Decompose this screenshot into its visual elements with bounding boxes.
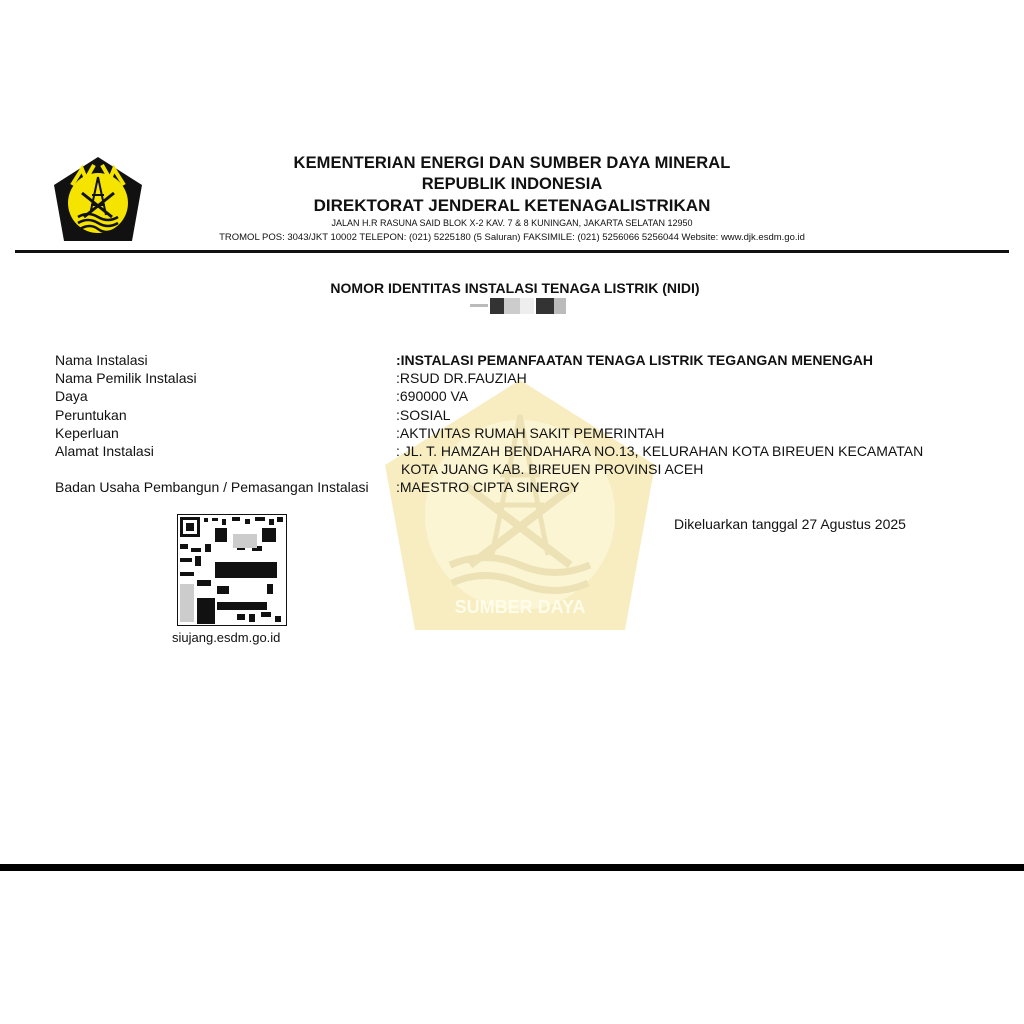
issued-date: Dikeluarkan tanggal 27 Agustus 2025: [674, 516, 906, 532]
contact-line: TROMOL POS: 3043/JKT 10002 TELEPON: (021) 5225180 (5 Saluran) FAKSIMILE: (021) 5256066 5256044 Website: www.djk.esdm.go.id: [219, 232, 805, 243]
directorate-name: DIREKTORAT JENDERAL KETENAGALISTRIKAN: [313, 196, 711, 215]
field-label-alamat: Alamat Instalasi: [55, 443, 154, 459]
field-value-keperluan: :AKTIVITAS RUMAH SAKIT PEMERINTAH: [396, 425, 665, 441]
field-label-badan-usaha: Badan Usaha Pembangun / Pemasangan Instalasi: [55, 479, 369, 495]
field-label-nama-instalasi: Nama Instalasi: [55, 352, 148, 368]
field-label-keperluan: Keperluan: [55, 425, 119, 441]
field-label-daya: Daya: [55, 388, 88, 404]
field-value-alamat-line2: KOTA JUANG KAB. BIREUEN PROVINSI ACEH: [401, 461, 704, 477]
ministry-name: KEMENTERIAN ENERGI DAN SUMBER DAYA MINERAL: [293, 154, 731, 172]
document-title: NOMOR IDENTITAS INSTALASI TENAGA LISTRIK (NIDI): [330, 280, 700, 296]
field-value-badan-usaha: :MAESTRO CIPTA SINERGY: [396, 479, 580, 495]
qr-code-icon: [177, 514, 287, 626]
field-label-peruntukan: Peruntukan: [55, 407, 127, 423]
header-divider: [15, 250, 1009, 253]
field-value-alamat: : JL. T. HAMZAH BENDAHARA NO.13, KELURAHAN KOTA BIREUEN KECAMATAN: [396, 443, 924, 459]
bottom-divider: [0, 864, 1024, 871]
field-value-nama-instalasi: :INSTALASI PEMANFAATAN TENAGA LISTRIK TEGANGAN MENENGAH: [396, 352, 874, 368]
svg-text:SUMBER DAYA: SUMBER DAYA: [454, 597, 586, 617]
qr-caption: siujang.esdm.go.id: [172, 630, 281, 645]
esdm-emblem-icon: [52, 155, 144, 245]
field-value-nama-pemilik: :RSUD DR.FAUZIAH: [396, 370, 527, 386]
address-line: JALAN H.R RASUNA SAID BLOK X-2 KAV. 7 & 8 KUNINGAN, JAKARTA SELATAN 12950: [331, 218, 693, 228]
field-label-nama-pemilik: Nama Pemilik Instalasi: [55, 370, 197, 386]
field-value-daya: :690000 VA: [396, 388, 469, 404]
nidi-number-redacted: [470, 298, 570, 314]
field-value-peruntukan: :SOSIAL: [396, 407, 451, 423]
country-name: REPUBLIK INDONESIA: [421, 175, 603, 193]
